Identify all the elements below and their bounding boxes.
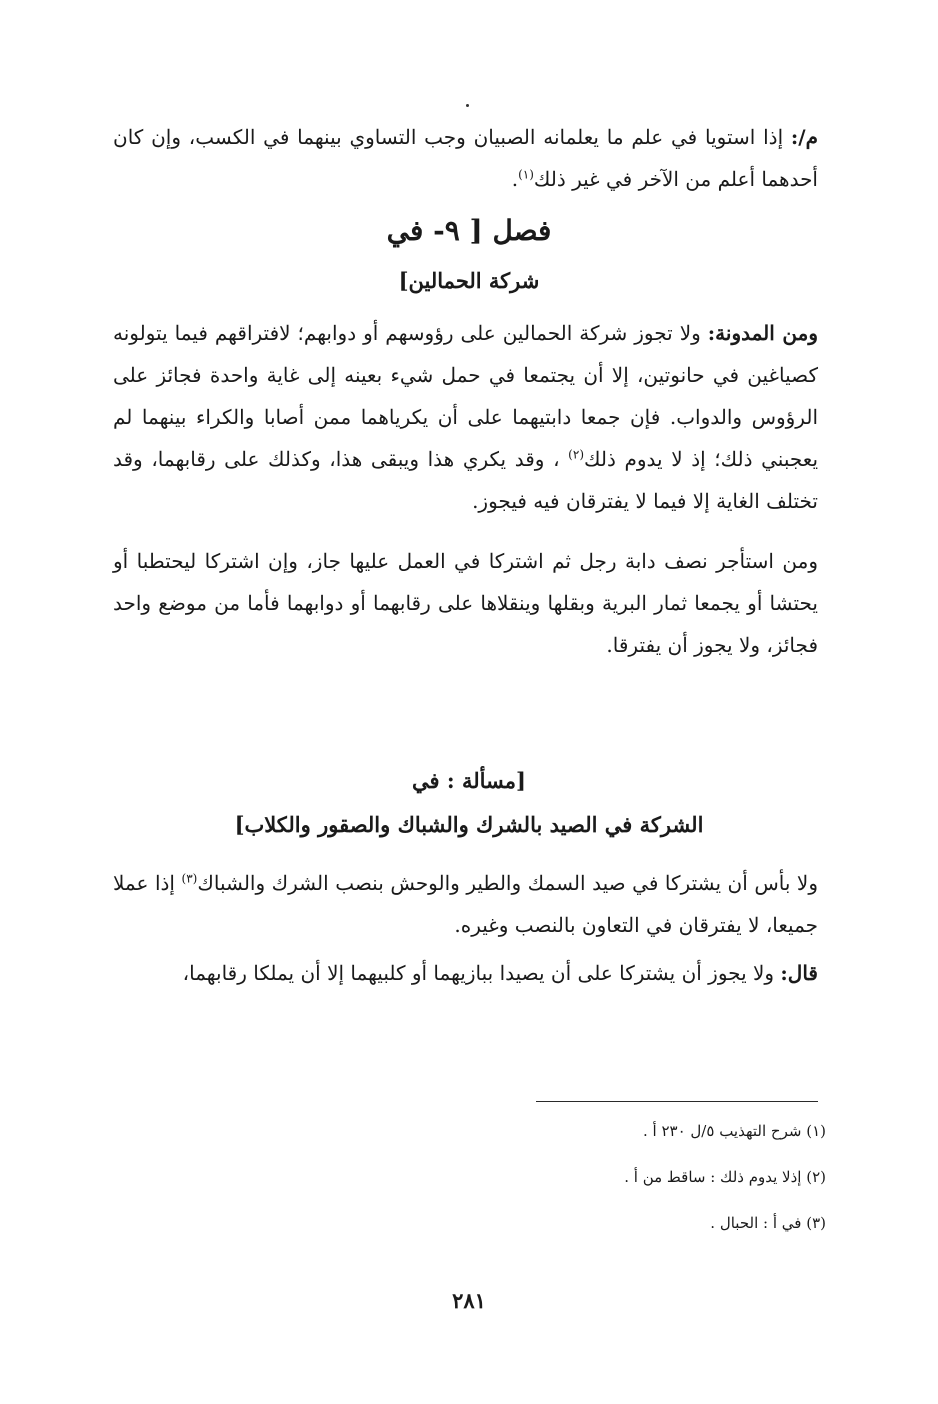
issue-heading: [مسألة : في: [412, 768, 526, 793]
paragraph-3-body-b: إذا عملا جميعا، لا يفترقان في التعاون بالنصب وغيره.: [113, 871, 818, 937]
paragraph-4-body: ولا يجوز أن يشتركا على أن يصيدا ببازيهما أو كلبيهما إلا أن يملكا رقابهما،: [182, 961, 775, 985]
page-number: ٢٨١: [452, 1288, 486, 1313]
footnote-3: (٣) في أ : الحبال .: [710, 1214, 826, 1232]
footnote-ref-2: (٢): [568, 447, 584, 462]
paragraph-2-text: ومن استأجر نصف دابة رجل ثم اشتركا في العمل عليها جاز، وإن اشتركا ليحتطبا أو يحتشا أو يجمعا ثمار البرية وبقلها وينقلاها على رقابهما أو دوابهما فأما من موضع واحد فجائز، ولا يجوز أن يفترقا.: [113, 549, 818, 657]
intro-paragraph: [113, 116, 818, 200]
footnote-ref-1: (١): [518, 167, 534, 182]
intro-end: .: [511, 167, 519, 191]
paragraph-1-body-b: ، وقد يكري هذا ويبقى هذا، وكذلك على رقابهما، وقد تختلف الغاية إلا فيما لا يفترقان فيه فيجوز.: [113, 447, 818, 513]
paragraph-1: [113, 312, 818, 522]
paragraph-3-text: [113, 862, 818, 946]
issue-subheading: الشركة في الصيد بالشرك والشباك والصقور والكلاب]: [234, 812, 704, 837]
intro-body: إذا استويا في علم ما يعلمانه الصبيان وجب التساوي بينهما في الكسب، وإن كان أحدهما أعلم من الآخر في غير ذلك: [113, 125, 818, 191]
paragraph-4: [113, 952, 818, 994]
paragraph-4-lead: قال:: [780, 961, 818, 985]
paragraph-1-text: [113, 312, 818, 522]
paragraph-3: [113, 862, 818, 946]
section-subheading: شركة الحمالين]: [398, 268, 540, 293]
footnote-2: (٢) إذلا يدوم ذلك : ساقط من أ .: [624, 1168, 826, 1186]
paragraph-2: [113, 540, 818, 666]
paragraph-1-lead: ومن المدونة:: [707, 321, 819, 345]
paragraph-1-body-a: ولا تجوز شركة الحمالين على رؤوسهم أو دوابهم؛ لافتراقهم فيما يتولونه كصياغين في حانوتين، إلا أن يجتمعا في حمل شيء بعينه إلى غاية واحدة فجائز على الرؤوس والدواب. فإن جمعا دابتيهما على أن يكرياهما ممن أصابا والكراء بينهما لم يعجبني ذلك؛ إذ لا يدوم ذلك: [113, 321, 819, 471]
ink-speck: [466, 104, 469, 107]
paragraph-4-text: [113, 952, 818, 994]
intro-lead: م/:: [790, 125, 818, 149]
paragraph-3-body-a: ولا بأس أن يشتركا في صيد السمك والطير والوحش بنصب الشرك والشباك: [197, 871, 819, 895]
section-heading: فصل [ ٩- في: [386, 214, 552, 247]
footnote-1: (١) شرح التهذيب ٥/ل ٢٣٠ أ .: [642, 1122, 826, 1140]
footnote-divider: [536, 1101, 818, 1102]
intro-text: [113, 116, 818, 200]
footnotes: [116, 1108, 826, 1246]
footnote-ref-3: (٣): [181, 871, 198, 886]
